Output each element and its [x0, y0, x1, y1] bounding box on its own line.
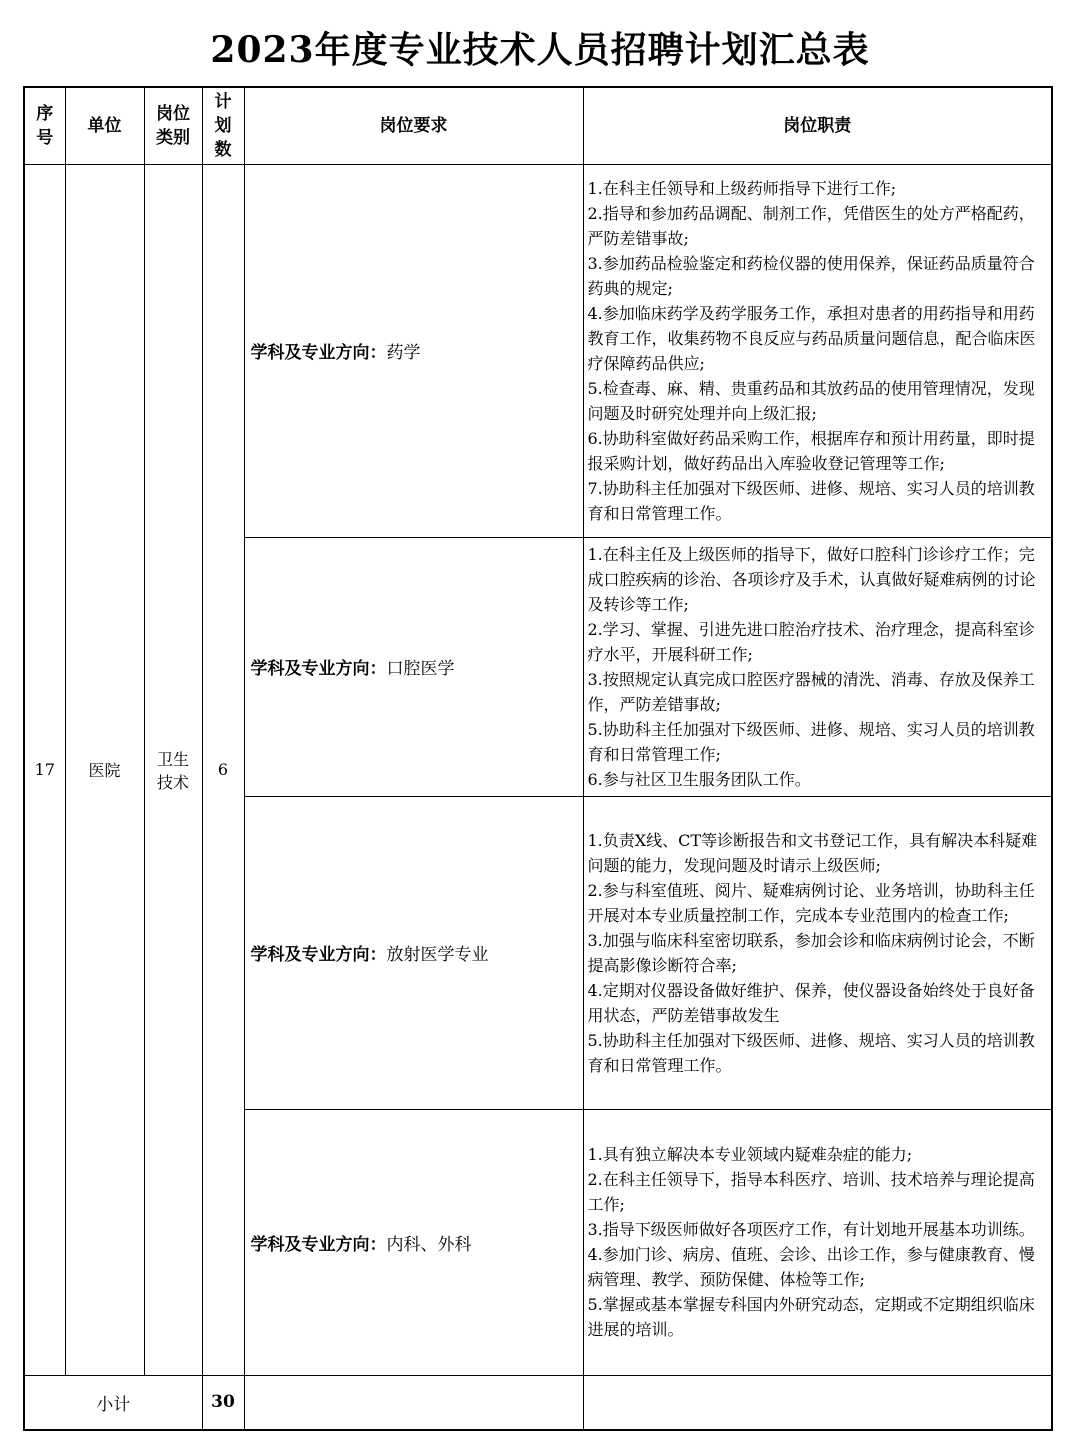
cell-duties: 1.负责X线、CT等诊断报告和文书登记工作，具有解决本科疑难问题的能力，发现问题及时请示上级医师; 2.参与科室值班、阅片、疑难病例讨论、业务培训，协助科主任开展对本专业质量控制工作，完成本专业范围内的检查工作; 3.加强与临床科室密切联系，参加会诊和临床病例讨论会，不断提高影像诊断符合率; 4.定期对仪器设备做好维护、保养，使仪器设备始终处于良好备用状态，严防差错事故发生 5.协助科主任加强对下级医师、进修、规培、实习人员的培训教育和日常管理工作。	[583, 796, 1052, 1109]
cell-duties: 1.具有独立解决本专业领域内疑难杂症的能力; 2.在科主任领导下，指导本科医疗、培训、技术培养与理论提高工作; 3.指导下级医师做好各项医疗工作，有计划地开展基本功训练。 4.参加门诊、病房、值班、会诊、出诊工作，参与健康教育、慢病管理、教学、预防保健、体检等工作; 5.掌握或基本掌握专科国内外研究动态，定期或不定期组织临床进展的培训。	[583, 1109, 1052, 1375]
header-unit: 单位	[65, 87, 144, 164]
table-row	[24, 164, 1052, 537]
subtotal-empty-cell	[244, 1375, 583, 1430]
cell-unit: 医院	[65, 164, 144, 1375]
header-category: 岗位 类别	[144, 87, 202, 164]
page-title: 2023年度专业技术人员招聘计划汇总表	[210, 29, 870, 71]
header-seq: 序 号	[24, 87, 65, 164]
cell-seq: 17	[24, 164, 65, 1375]
subtotal-value: 30	[202, 1375, 244, 1430]
cell-duties: 1.在科主任领导和上级药师指导下进行工作; 2.指导和参加药品调配、制剂工作，凭借医生的处方严格配药，严防差错事故; 3.参加药品检验鉴定和药检仪器的使用保养，保证药品质量符合药典的规定; 4.参加临床药学及药学服务工作，承担对患者的用药指导和用药教育工作，收集药物不良反应与药品质量问题信息，配合临床医疗保障药品供应; 5.检查毒、麻、精、贵重药品和其放药品的使用管理情况，发现问题及时研究处理并向上级汇报; 6.协助科室做好药品采购工作，根据库存和预计用药量，即时提报采购计划，做好药品出入库验收登记管理等工作; 7.协助科主任加强对下级医师、进修、规培、实习人员的培训教育和日常管理工作。	[583, 164, 1052, 537]
cell-requirement: 学科及专业方向：口腔医学	[244, 537, 583, 796]
cell-category: 卫生 技术	[144, 164, 202, 1375]
header-duty: 岗位职责	[583, 87, 1052, 164]
header-requirement: 岗位要求	[244, 87, 583, 164]
subtotal-row	[24, 1375, 1052, 1430]
subtotal-empty-cell	[583, 1375, 1052, 1430]
cell-requirement: 学科及专业方向：内科、外科	[244, 1109, 583, 1375]
recruitment-table	[23, 86, 1053, 1431]
subtotal-label: 小计	[24, 1375, 202, 1430]
cell-plan: 6	[202, 164, 244, 1375]
cell-duties: 1.在科主任及上级医师的指导下，做好口腔科门诊诊疗工作；完成口腔疾病的诊治、各项诊疗及手术，认真做好疑难病例的讨论及转诊等工作; 2.学习、掌握、引进先进口腔治疗技术、治疗理念，提高科室诊疗水平，开展科研工作; 3.按照规定认真完成口腔医疗器械的清洗、消毒、存放及保养工作，严防差错事故; 5.协助科主任加强对下级医师、进修、规培、实习人员的培训教育和日常管理工作; 6.参与社区卫生服务团队工作。	[583, 537, 1052, 796]
cell-requirement: 学科及专业方向：放射医学专业	[244, 796, 583, 1109]
cell-requirement: 学科及专业方向：药学	[244, 164, 583, 537]
header-plan: 计 划 数	[202, 87, 244, 164]
header-row	[24, 87, 1052, 164]
